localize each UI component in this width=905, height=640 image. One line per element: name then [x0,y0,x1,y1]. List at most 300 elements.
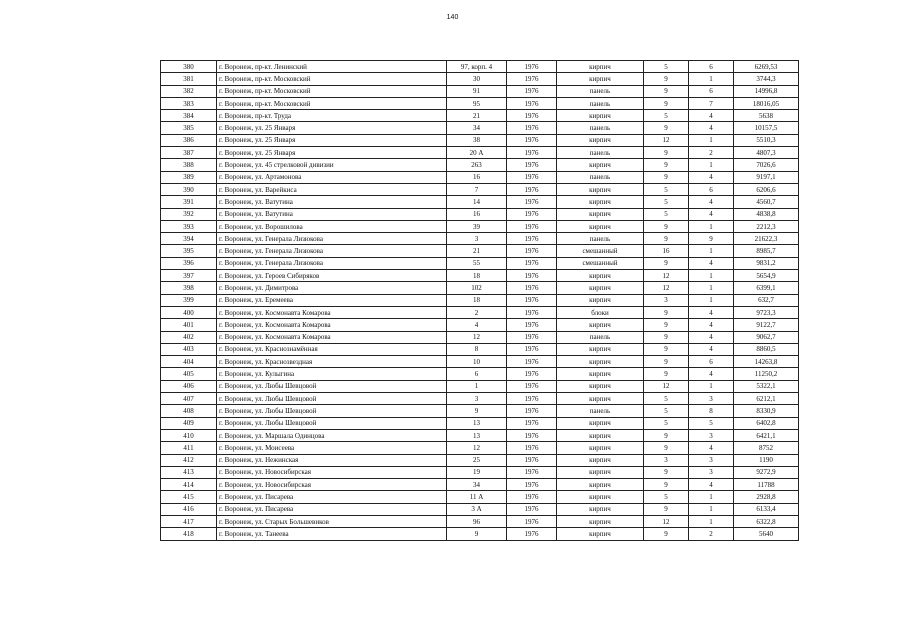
area-cell: 9197,1 [734,171,799,183]
floors-cell: 9 [644,429,689,441]
wall-material-cell: кирпич [557,343,644,355]
area-cell: 4560,7 [734,196,799,208]
entrances-cell: 7 [689,97,734,109]
wall-material-cell: кирпич [557,368,644,380]
house-number-cell: 97, корп. 4 [447,61,507,73]
row-number-cell: 394 [161,233,217,245]
entrances-cell: 5 [689,417,734,429]
housing-registry-table [160,60,799,541]
year-cell: 1976 [507,233,557,245]
address-cell: г. Воронеж, ул. Генерала Лизюкова [217,233,447,245]
address-cell: г. Воронеж, ул. Новосибирская [217,479,447,491]
floors-cell: 12 [644,134,689,146]
row-number-cell: 418 [161,528,217,540]
address-cell: г. Воронеж, ул. Космонавта Комарова [217,319,447,331]
address-cell: г. Воронеж, ул. Артамонова [217,171,447,183]
year-cell: 1976 [507,134,557,146]
row-number-cell: 385 [161,122,217,134]
year-cell: 1976 [507,319,557,331]
row-number-cell: 415 [161,491,217,503]
area-cell: 5322,1 [734,380,799,392]
address-cell: г. Воронеж, ул. 25 Января [217,122,447,134]
house-number-cell: 16 [447,208,507,220]
table-row [161,393,799,405]
wall-material-cell: кирпич [557,208,644,220]
house-number-cell: 14 [447,196,507,208]
year-cell: 1976 [507,183,557,195]
wall-material-cell: кирпич [557,270,644,282]
area-cell: 2212,3 [734,220,799,232]
row-number-cell: 416 [161,503,217,515]
entrances-cell: 4 [689,479,734,491]
table-row [161,306,799,318]
house-number-cell: 9 [447,528,507,540]
area-cell: 8985,7 [734,245,799,257]
area-cell: 10157,5 [734,122,799,134]
row-number-cell: 410 [161,429,217,441]
area-cell: 9122,7 [734,319,799,331]
year-cell: 1976 [507,220,557,232]
wall-material-cell: смешанный [557,257,644,269]
house-number-cell: 3 [447,233,507,245]
row-number-cell: 392 [161,208,217,220]
year-cell: 1976 [507,356,557,368]
area-cell: 6269,53 [734,61,799,73]
address-cell: г. Воронеж, ул. Космонавта Комарова [217,306,447,318]
house-number-cell: 8 [447,343,507,355]
year-cell: 1976 [507,208,557,220]
address-cell: г. Воронеж, ул. Генерала Лизюкова [217,257,447,269]
floors-cell: 9 [644,147,689,159]
table-row [161,134,799,146]
house-number-cell: 95 [447,97,507,109]
address-cell: г. Воронеж, пр-кт. Московский [217,73,447,85]
area-cell: 1190 [734,454,799,466]
entrances-cell: 1 [689,73,734,85]
area-cell: 6399,1 [734,282,799,294]
floors-cell: 5 [644,61,689,73]
year-cell: 1976 [507,159,557,171]
row-number-cell: 380 [161,61,217,73]
area-cell: 5654,9 [734,270,799,282]
wall-material-cell: кирпич [557,528,644,540]
floors-cell: 9 [644,356,689,368]
house-number-cell: 21 [447,110,507,122]
row-number-cell: 397 [161,270,217,282]
wall-material-cell: кирпич [557,110,644,122]
year-cell: 1976 [507,171,557,183]
entrances-cell: 4 [689,208,734,220]
year-cell: 1976 [507,442,557,454]
entrances-cell: 4 [689,319,734,331]
house-number-cell: 9 [447,405,507,417]
house-number-cell: 3 [447,393,507,405]
area-cell: 18016,05 [734,97,799,109]
year-cell: 1976 [507,122,557,134]
year-cell: 1976 [507,417,557,429]
wall-material-cell: кирпич [557,61,644,73]
entrances-cell: 9 [689,233,734,245]
wall-material-cell: панель [557,171,644,183]
row-number-cell: 414 [161,479,217,491]
entrances-cell: 3 [689,454,734,466]
entrances-cell: 1 [689,270,734,282]
entrances-cell: 6 [689,85,734,97]
area-cell: 14996,8 [734,85,799,97]
house-number-cell: 34 [447,122,507,134]
address-cell: г. Воронеж, ул. Маршала Одинцова [217,429,447,441]
year-cell: 1976 [507,479,557,491]
address-cell: г. Воронеж, ул. Новосибирская [217,466,447,478]
address-cell: г. Воронеж, ул. Танеева [217,528,447,540]
house-number-cell: 39 [447,220,507,232]
year-cell: 1976 [507,294,557,306]
entrances-cell: 4 [689,257,734,269]
floors-cell: 9 [644,343,689,355]
area-cell: 6206,6 [734,183,799,195]
floors-cell: 9 [644,159,689,171]
address-cell: г. Воронеж, ул. Генерала Лизюкова [217,245,447,257]
house-number-cell: 91 [447,85,507,97]
area-cell: 5640 [734,528,799,540]
entrances-cell: 4 [689,196,734,208]
table-row [161,61,799,73]
table-row [161,503,799,515]
house-number-cell: 16 [447,171,507,183]
row-number-cell: 386 [161,134,217,146]
entrances-cell: 8 [689,405,734,417]
table-row [161,515,799,527]
entrances-cell: 4 [689,110,734,122]
table-row [161,282,799,294]
address-cell: г. Воронеж, ул. Краснознамённая [217,343,447,355]
table-row [161,417,799,429]
floors-cell: 12 [644,380,689,392]
row-number-cell: 390 [161,183,217,195]
address-cell: г. Воронеж, ул. Старых Большевиков [217,515,447,527]
row-number-cell: 404 [161,356,217,368]
address-cell: г. Воронеж, пр-кт. Труда [217,110,447,122]
row-number-cell: 400 [161,306,217,318]
row-number-cell: 391 [161,196,217,208]
entrances-cell: 1 [689,159,734,171]
wall-material-cell: кирпич [557,282,644,294]
area-cell: 6212,1 [734,393,799,405]
table-row [161,319,799,331]
entrances-cell: 4 [689,122,734,134]
year-cell: 1976 [507,85,557,97]
wall-material-cell: кирпич [557,491,644,503]
house-number-cell: 13 [447,429,507,441]
floors-cell: 5 [644,196,689,208]
floors-cell: 9 [644,306,689,318]
year-cell: 1976 [507,343,557,355]
entrances-cell: 6 [689,61,734,73]
year-cell: 1976 [507,147,557,159]
year-cell: 1976 [507,368,557,380]
row-number-cell: 382 [161,85,217,97]
entrances-cell: 4 [689,442,734,454]
address-cell: г. Воронеж, ул. Ворошилова [217,220,447,232]
entrances-cell: 2 [689,528,734,540]
wall-material-cell: кирпич [557,134,644,146]
floors-cell: 9 [644,85,689,97]
year-cell: 1976 [507,503,557,515]
row-number-cell: 405 [161,368,217,380]
row-number-cell: 408 [161,405,217,417]
table-row [161,491,799,503]
floors-cell: 5 [644,393,689,405]
wall-material-cell: панель [557,405,644,417]
area-cell: 21622,3 [734,233,799,245]
address-cell: г. Воронеж, ул. Любы Шевцовой [217,405,447,417]
row-number-cell: 409 [161,417,217,429]
page-number: 140 [446,14,459,21]
area-cell: 9272,9 [734,466,799,478]
entrances-cell: 4 [689,368,734,380]
wall-material-cell: кирпич [557,454,644,466]
floors-cell: 12 [644,282,689,294]
house-number-cell: 38 [447,134,507,146]
area-cell: 5638 [734,110,799,122]
table-row [161,343,799,355]
row-number-cell: 401 [161,319,217,331]
area-cell: 11788 [734,479,799,491]
house-number-cell: 263 [447,159,507,171]
row-number-cell: 393 [161,220,217,232]
area-cell: 6133,4 [734,503,799,515]
wall-material-cell: панель [557,97,644,109]
table-row [161,442,799,454]
area-cell: 9831,2 [734,257,799,269]
entrances-cell: 2 [689,147,734,159]
address-cell: г. Воронеж, ул. Любы Шевцовой [217,393,447,405]
address-cell: г. Воронеж, ул. 25 Января [217,147,447,159]
house-number-cell: 4 [447,319,507,331]
wall-material-cell: кирпич [557,479,644,491]
table-row [161,97,799,109]
floors-cell: 9 [644,220,689,232]
house-number-cell: 13 [447,417,507,429]
floors-cell: 5 [644,183,689,195]
table-body [161,61,799,541]
area-cell: 8752 [734,442,799,454]
wall-material-cell: панель [557,233,644,245]
row-number-cell: 389 [161,171,217,183]
wall-material-cell: кирпич [557,466,644,478]
table-row [161,110,799,122]
house-number-cell: 1 [447,380,507,392]
address-cell: г. Воронеж, ул. Моисеева [217,442,447,454]
address-cell: г. Воронеж, ул. Кулыгина [217,368,447,380]
area-cell: 8860,5 [734,343,799,355]
row-number-cell: 398 [161,282,217,294]
year-cell: 1976 [507,282,557,294]
year-cell: 1976 [507,110,557,122]
area-cell: 6421,1 [734,429,799,441]
year-cell: 1976 [507,405,557,417]
year-cell: 1976 [507,466,557,478]
wall-material-cell: кирпич [557,220,644,232]
table-row [161,368,799,380]
house-number-cell: 6 [447,368,507,380]
house-number-cell: 11 А [447,491,507,503]
entrances-cell: 1 [689,380,734,392]
address-cell: г. Воронеж, пр-кт. Ленинский [217,61,447,73]
row-number-cell: 388 [161,159,217,171]
area-cell: 9062,7 [734,331,799,343]
wall-material-cell: кирпич [557,442,644,454]
area-cell: 8330,9 [734,405,799,417]
floors-cell: 9 [644,442,689,454]
table-row [161,147,799,159]
area-cell: 5510,3 [734,134,799,146]
floors-cell: 12 [644,270,689,282]
wall-material-cell: кирпич [557,319,644,331]
entrances-cell: 1 [689,245,734,257]
house-number-cell: 12 [447,331,507,343]
wall-material-cell: блоки [557,306,644,318]
address-cell: г. Воронеж, ул. Нежинская [217,454,447,466]
house-number-cell: 2 [447,306,507,318]
floors-cell: 9 [644,331,689,343]
row-number-cell: 411 [161,442,217,454]
area-cell: 632,7 [734,294,799,306]
entrances-cell: 3 [689,466,734,478]
area-cell: 6322,8 [734,515,799,527]
area-cell: 4807,3 [734,147,799,159]
wall-material-cell: кирпич [557,73,644,85]
house-number-cell: 25 [447,454,507,466]
year-cell: 1976 [507,429,557,441]
row-number-cell: 383 [161,97,217,109]
table-row [161,208,799,220]
table-row [161,454,799,466]
address-cell: г. Воронеж, пр-кт. Московский [217,97,447,109]
row-number-cell: 406 [161,380,217,392]
year-cell: 1976 [507,97,557,109]
area-cell: 4838,8 [734,208,799,220]
floors-cell: 5 [644,491,689,503]
row-number-cell: 381 [161,73,217,85]
table-row [161,196,799,208]
row-number-cell: 413 [161,466,217,478]
table-row [161,479,799,491]
area-cell: 7026,6 [734,159,799,171]
table-row [161,466,799,478]
entrances-cell: 4 [689,171,734,183]
floors-cell: 9 [644,368,689,380]
wall-material-cell: кирпич [557,515,644,527]
address-cell: г. Воронеж, пр-кт. Московский [217,85,447,97]
address-cell: г. Воронеж, ул. Героев Сибиряков [217,270,447,282]
floors-cell: 5 [644,417,689,429]
house-number-cell: 18 [447,270,507,282]
floors-cell: 16 [644,245,689,257]
wall-material-cell: кирпич [557,356,644,368]
address-cell: г. Воронеж, ул. Ватутина [217,208,447,220]
row-number-cell: 384 [161,110,217,122]
year-cell: 1976 [507,73,557,85]
floors-cell: 5 [644,405,689,417]
row-number-cell: 403 [161,343,217,355]
area-cell: 14263,8 [734,356,799,368]
table-row [161,183,799,195]
wall-material-cell: смешанный [557,245,644,257]
floors-cell: 9 [644,466,689,478]
row-number-cell: 407 [161,393,217,405]
table-row [161,73,799,85]
entrances-cell: 1 [689,220,734,232]
wall-material-cell: панель [557,85,644,97]
year-cell: 1976 [507,528,557,540]
table-row [161,380,799,392]
floors-cell: 9 [644,528,689,540]
entrances-cell: 1 [689,294,734,306]
year-cell: 1976 [507,454,557,466]
address-cell: г. Воронеж, ул. Варейкиса [217,183,447,195]
wall-material-cell: панель [557,122,644,134]
year-cell: 1976 [507,61,557,73]
address-cell: г. Воронеж, ул. Любы Шевцовой [217,417,447,429]
house-number-cell: 7 [447,183,507,195]
floors-cell: 5 [644,208,689,220]
table-row [161,405,799,417]
entrances-cell: 4 [689,331,734,343]
table-row [161,171,799,183]
house-number-cell: 18 [447,294,507,306]
row-number-cell: 395 [161,245,217,257]
wall-material-cell: кирпич [557,380,644,392]
address-cell: г. Воронеж, ул. Еремеева [217,294,447,306]
row-number-cell: 402 [161,331,217,343]
address-cell: г. Воронеж, ул. Димитрова [217,282,447,294]
year-cell: 1976 [507,270,557,282]
area-cell: 2928,8 [734,491,799,503]
year-cell: 1976 [507,393,557,405]
table-row [161,429,799,441]
table-row [161,159,799,171]
entrances-cell: 6 [689,356,734,368]
house-number-cell: 96 [447,515,507,527]
wall-material-cell: кирпич [557,183,644,195]
row-number-cell: 387 [161,147,217,159]
address-cell: г. Воронеж, ул. Краснозвездная [217,356,447,368]
floors-cell: 9 [644,503,689,515]
floors-cell: 9 [644,122,689,134]
address-cell: г. Воронеж, ул. Космонавта Комарова [217,331,447,343]
floors-cell: 9 [644,319,689,331]
house-number-cell: 10 [447,356,507,368]
floors-cell: 9 [644,479,689,491]
floors-cell: 12 [644,515,689,527]
row-number-cell: 417 [161,515,217,527]
table-row [161,331,799,343]
area-cell: 11250,2 [734,368,799,380]
year-cell: 1976 [507,306,557,318]
entrances-cell: 4 [689,306,734,318]
year-cell: 1976 [507,245,557,257]
address-cell: г. Воронеж, ул. 25 Января [217,134,447,146]
house-number-cell: 3 А [447,503,507,515]
entrances-cell: 4 [689,343,734,355]
table-row [161,270,799,282]
year-cell: 1976 [507,257,557,269]
table-row [161,220,799,232]
floors-cell: 9 [644,257,689,269]
area-cell: 9723,3 [734,306,799,318]
table-row [161,245,799,257]
